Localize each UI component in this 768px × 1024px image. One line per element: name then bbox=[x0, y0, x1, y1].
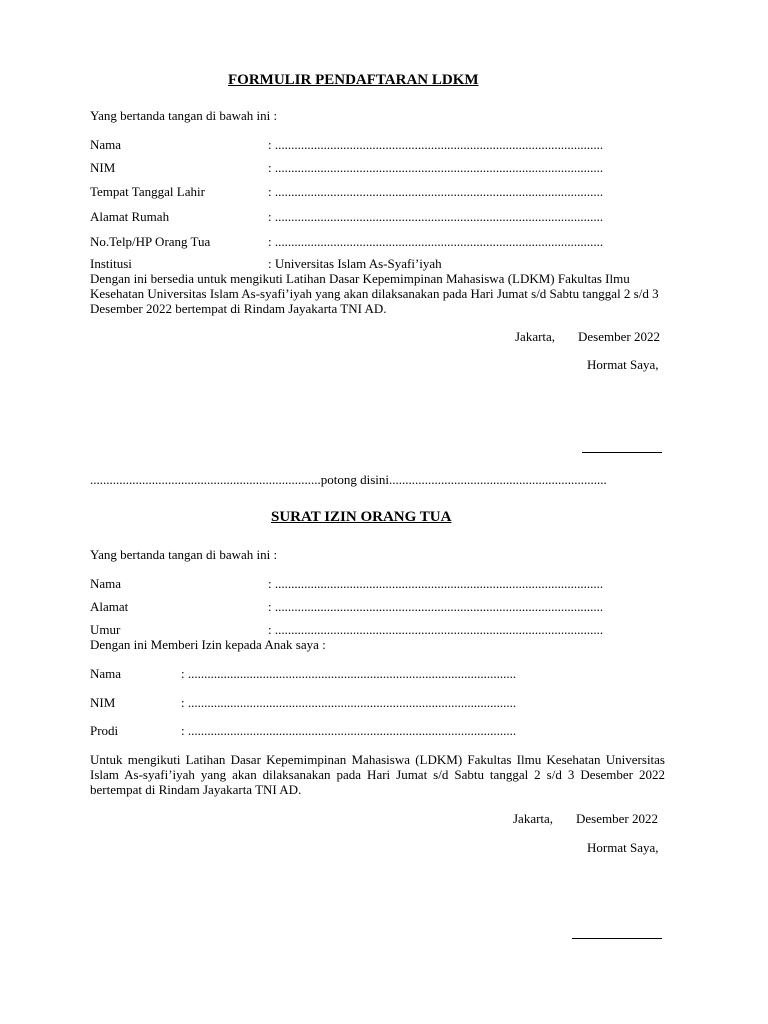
form1-date: Desember 2022 bbox=[578, 329, 660, 344]
form2-value-child-nim: : ..................................................................................................... bbox=[181, 695, 517, 710]
form2-value-alamat: : ..................................................................................................... bbox=[268, 599, 604, 614]
cut-line: .......................................................................potong disini................................................................... bbox=[90, 472, 607, 487]
form2-place: Jakarta, bbox=[513, 811, 554, 826]
form1-label-alamat: Alamat Rumah bbox=[90, 209, 170, 224]
form1-statement: Dengan ini bersedia untuk mengikuti Latihan Dasar Kepemimpinan Mahasiswa (LDKM) Fakultas Ilmu Kesehatan Universitas Islam As-syafi’iyah yang akan dilaksanakan pada Hari Jumat s/d Sabtu tanggal 2 s/d 3 Desember 2022 bertempat di Rindam Jayakarta TNI AD. bbox=[90, 271, 659, 316]
form2-intro: Yang bertanda tangan di bawah ini : bbox=[90, 547, 278, 562]
form2-label-umur: Umur bbox=[90, 622, 121, 637]
form2-date: Desember 2022 bbox=[576, 811, 658, 826]
form2-permission-intro: Dengan ini Memberi Izin kepada Anak saya : bbox=[90, 637, 326, 652]
form2-value-child-prodi: : ..................................................................................................... bbox=[181, 723, 517, 738]
form1-label-ttl: Tempat Tanggal Lahir bbox=[90, 184, 205, 199]
form1-value-telp: : ..................................................................................................... bbox=[268, 234, 604, 249]
form1-value-alamat: : ..................................................................................................... bbox=[268, 209, 604, 224]
form1-label-telp: No.Telp/HP Orang Tua bbox=[90, 234, 211, 249]
form1-value-nim: : ..................................................................................................... bbox=[268, 160, 604, 175]
form1-label-institusi: Institusi bbox=[90, 256, 132, 271]
form1-value-ttl: : ..................................................................................................... bbox=[268, 184, 604, 199]
form2-label-child-nim: NIM bbox=[90, 695, 116, 710]
form1-label-nim: NIM bbox=[90, 160, 116, 175]
form2-signature-line bbox=[572, 938, 662, 939]
form1-place: Jakarta, bbox=[515, 329, 556, 344]
form1-value-nama: : ..................................................................................................... bbox=[268, 137, 604, 152]
form2-title: SURAT IZIN ORANG TUA bbox=[271, 509, 452, 525]
form2-statement: Untuk mengikuti Latihan Dasar Kepemimpinan Mahasiswa (LDKM) Fakultas Ilmu Kesehatan Universitas Islam As-syafi’iyah yang akan dilaksanakan pada Hari Jumat s/d Sabtu tanggal 2 s/d 3 Desember 2022 bertempat di Rindam Jayakarta TNI AD. bbox=[90, 752, 665, 797]
form2-value-umur: : ..................................................................................................... bbox=[268, 622, 604, 637]
form1-label-nama: Nama bbox=[90, 137, 122, 152]
form2-label-child-nama: Nama bbox=[90, 666, 122, 681]
form1-value-institusi: : Universitas Islam As-Syafi’iyah bbox=[268, 256, 442, 271]
form1-intro: Yang bertanda tangan di bawah ini : bbox=[90, 108, 278, 123]
form1-signature-line bbox=[582, 452, 662, 453]
form1-title: FORMULIR PENDAFTARAN LDKM bbox=[228, 72, 479, 88]
form2-label-nama: Nama bbox=[90, 576, 122, 591]
form2-closing: Hormat Saya, bbox=[587, 840, 659, 855]
form2-label-child-prodi: Prodi bbox=[90, 723, 119, 738]
form2-label-alamat: Alamat bbox=[90, 599, 129, 614]
form2-value-nama: : ..................................................................................................... bbox=[268, 576, 604, 591]
form1-closing: Hormat Saya, bbox=[587, 357, 659, 372]
form2-value-child-nama: : ..................................................................................................... bbox=[181, 666, 517, 681]
